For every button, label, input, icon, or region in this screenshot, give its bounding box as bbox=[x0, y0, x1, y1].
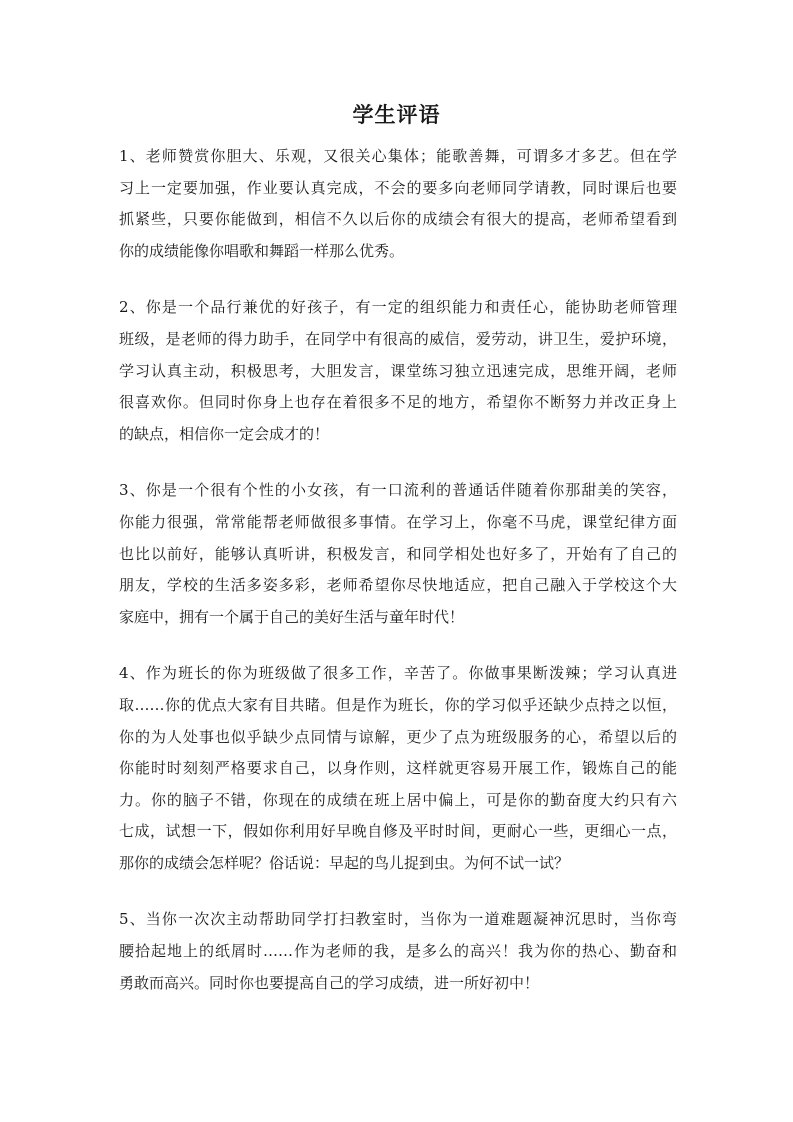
text-line: 力。你的脑子不错，你现在的成绩在班上居中偏上，可是你的勤奋度大约只有六 bbox=[119, 790, 677, 809]
text-line: 5、当你一次次主动帮助同学打扫教室时，当你为一道难题凝神沉思时，当你弯 bbox=[119, 910, 677, 929]
document-body bbox=[119, 141, 677, 1024]
text-line: 的缺点，相信你一定会成才的！ bbox=[119, 424, 330, 443]
text-line: 也比以前好，能够认真听讲，积极发言，和同学相处也好多了，开始有了自己的 bbox=[119, 544, 677, 563]
text-line: 朋友，学校的生活多姿多彩，老师希望你尽快地适应，把自己融入于学校这个大 bbox=[119, 576, 677, 595]
text-line: 抓紧些，只要你能做到，相信不久以后你的成绩会有很大的提高，老师希望看到 bbox=[119, 210, 677, 229]
text-line: 家庭中，拥有一个属于自己的美好生活与童年时代！ bbox=[119, 607, 465, 626]
text-line: 那你的成绩会怎样呢？俗话说：早起的鸟儿捉到虫。为何不试一试？ bbox=[119, 853, 570, 872]
text-line: 你能力很强，常常能帮老师做很多事情。在学习上，你毫不马虎，课堂纪律方面 bbox=[119, 512, 677, 531]
text-line: 3、你是一个很有个性的小女孩，有一口流利的普通话伴随着你那甜美的笑容， bbox=[119, 481, 677, 500]
text-line: 你的为人处事也似乎缺少点同情与谅解，更少了点为班级服务的心，希望以后的 bbox=[119, 727, 677, 746]
text-line: 勇敢而高兴。同时你也要提高自己的学习成绩，进一所好初中！ bbox=[119, 973, 540, 992]
text-line: 七成，试想一下，假如你利用好早晚自修及平时时间，更耐心一些，更细心一点， bbox=[119, 822, 677, 841]
text-line: 学习认真主动，积极思考，大胆发言，课堂练习独立迅速完成，思维开阔，老师 bbox=[119, 361, 677, 380]
comment-paragraph-5 bbox=[119, 904, 677, 999]
text-line: 取……你的优点大家有目共睹。但是作为班长，你的学习似乎还缺少点持之以恒， bbox=[119, 695, 677, 714]
text-line: 你能时时刻刻严格要求自己，以身作则，这样就更容易开展工作，锻炼自己的能 bbox=[119, 759, 677, 778]
document-title: 学生评语 bbox=[352, 103, 441, 127]
text-line: 你的成绩能像你唱歌和舞蹈一样那么优秀。 bbox=[119, 241, 405, 260]
text-line: 腰拾起地上的纸屑时……作为老师的我，是多么的高兴！我为你的热心、勤奋和 bbox=[119, 942, 677, 961]
text-line: 很喜欢你。但同时你身上也存在着很多不足的地方，希望你不断努力并改正身上 bbox=[119, 393, 677, 412]
text-line: 习上一定要加强，作业要认真完成，不会的要多向老师同学请教，同时课后也要 bbox=[119, 178, 677, 197]
comment-paragraph-4 bbox=[119, 658, 677, 879]
comment-paragraph-1 bbox=[119, 141, 677, 267]
comment-paragraph-2 bbox=[119, 292, 677, 450]
text-line: 班级，是老师的得力助手，在同学中有很高的威信，爱劳动，讲卫生，爱护环境， bbox=[119, 329, 677, 348]
comment-paragraph-3 bbox=[119, 475, 677, 633]
text-line: 4、作为班长的你为班级做了很多工作，辛苦了。你做事果断泼辣；学习认真进 bbox=[119, 664, 677, 683]
text-line: 1、老师赞赏你胆大、乐观，又很关心集体；能歌善舞，可谓多才多艺。但在学 bbox=[119, 147, 677, 165]
text-line: 2、你是一个品行兼优的好孩子，有一定的组织能力和责任心，能协助老师管理 bbox=[119, 298, 677, 317]
